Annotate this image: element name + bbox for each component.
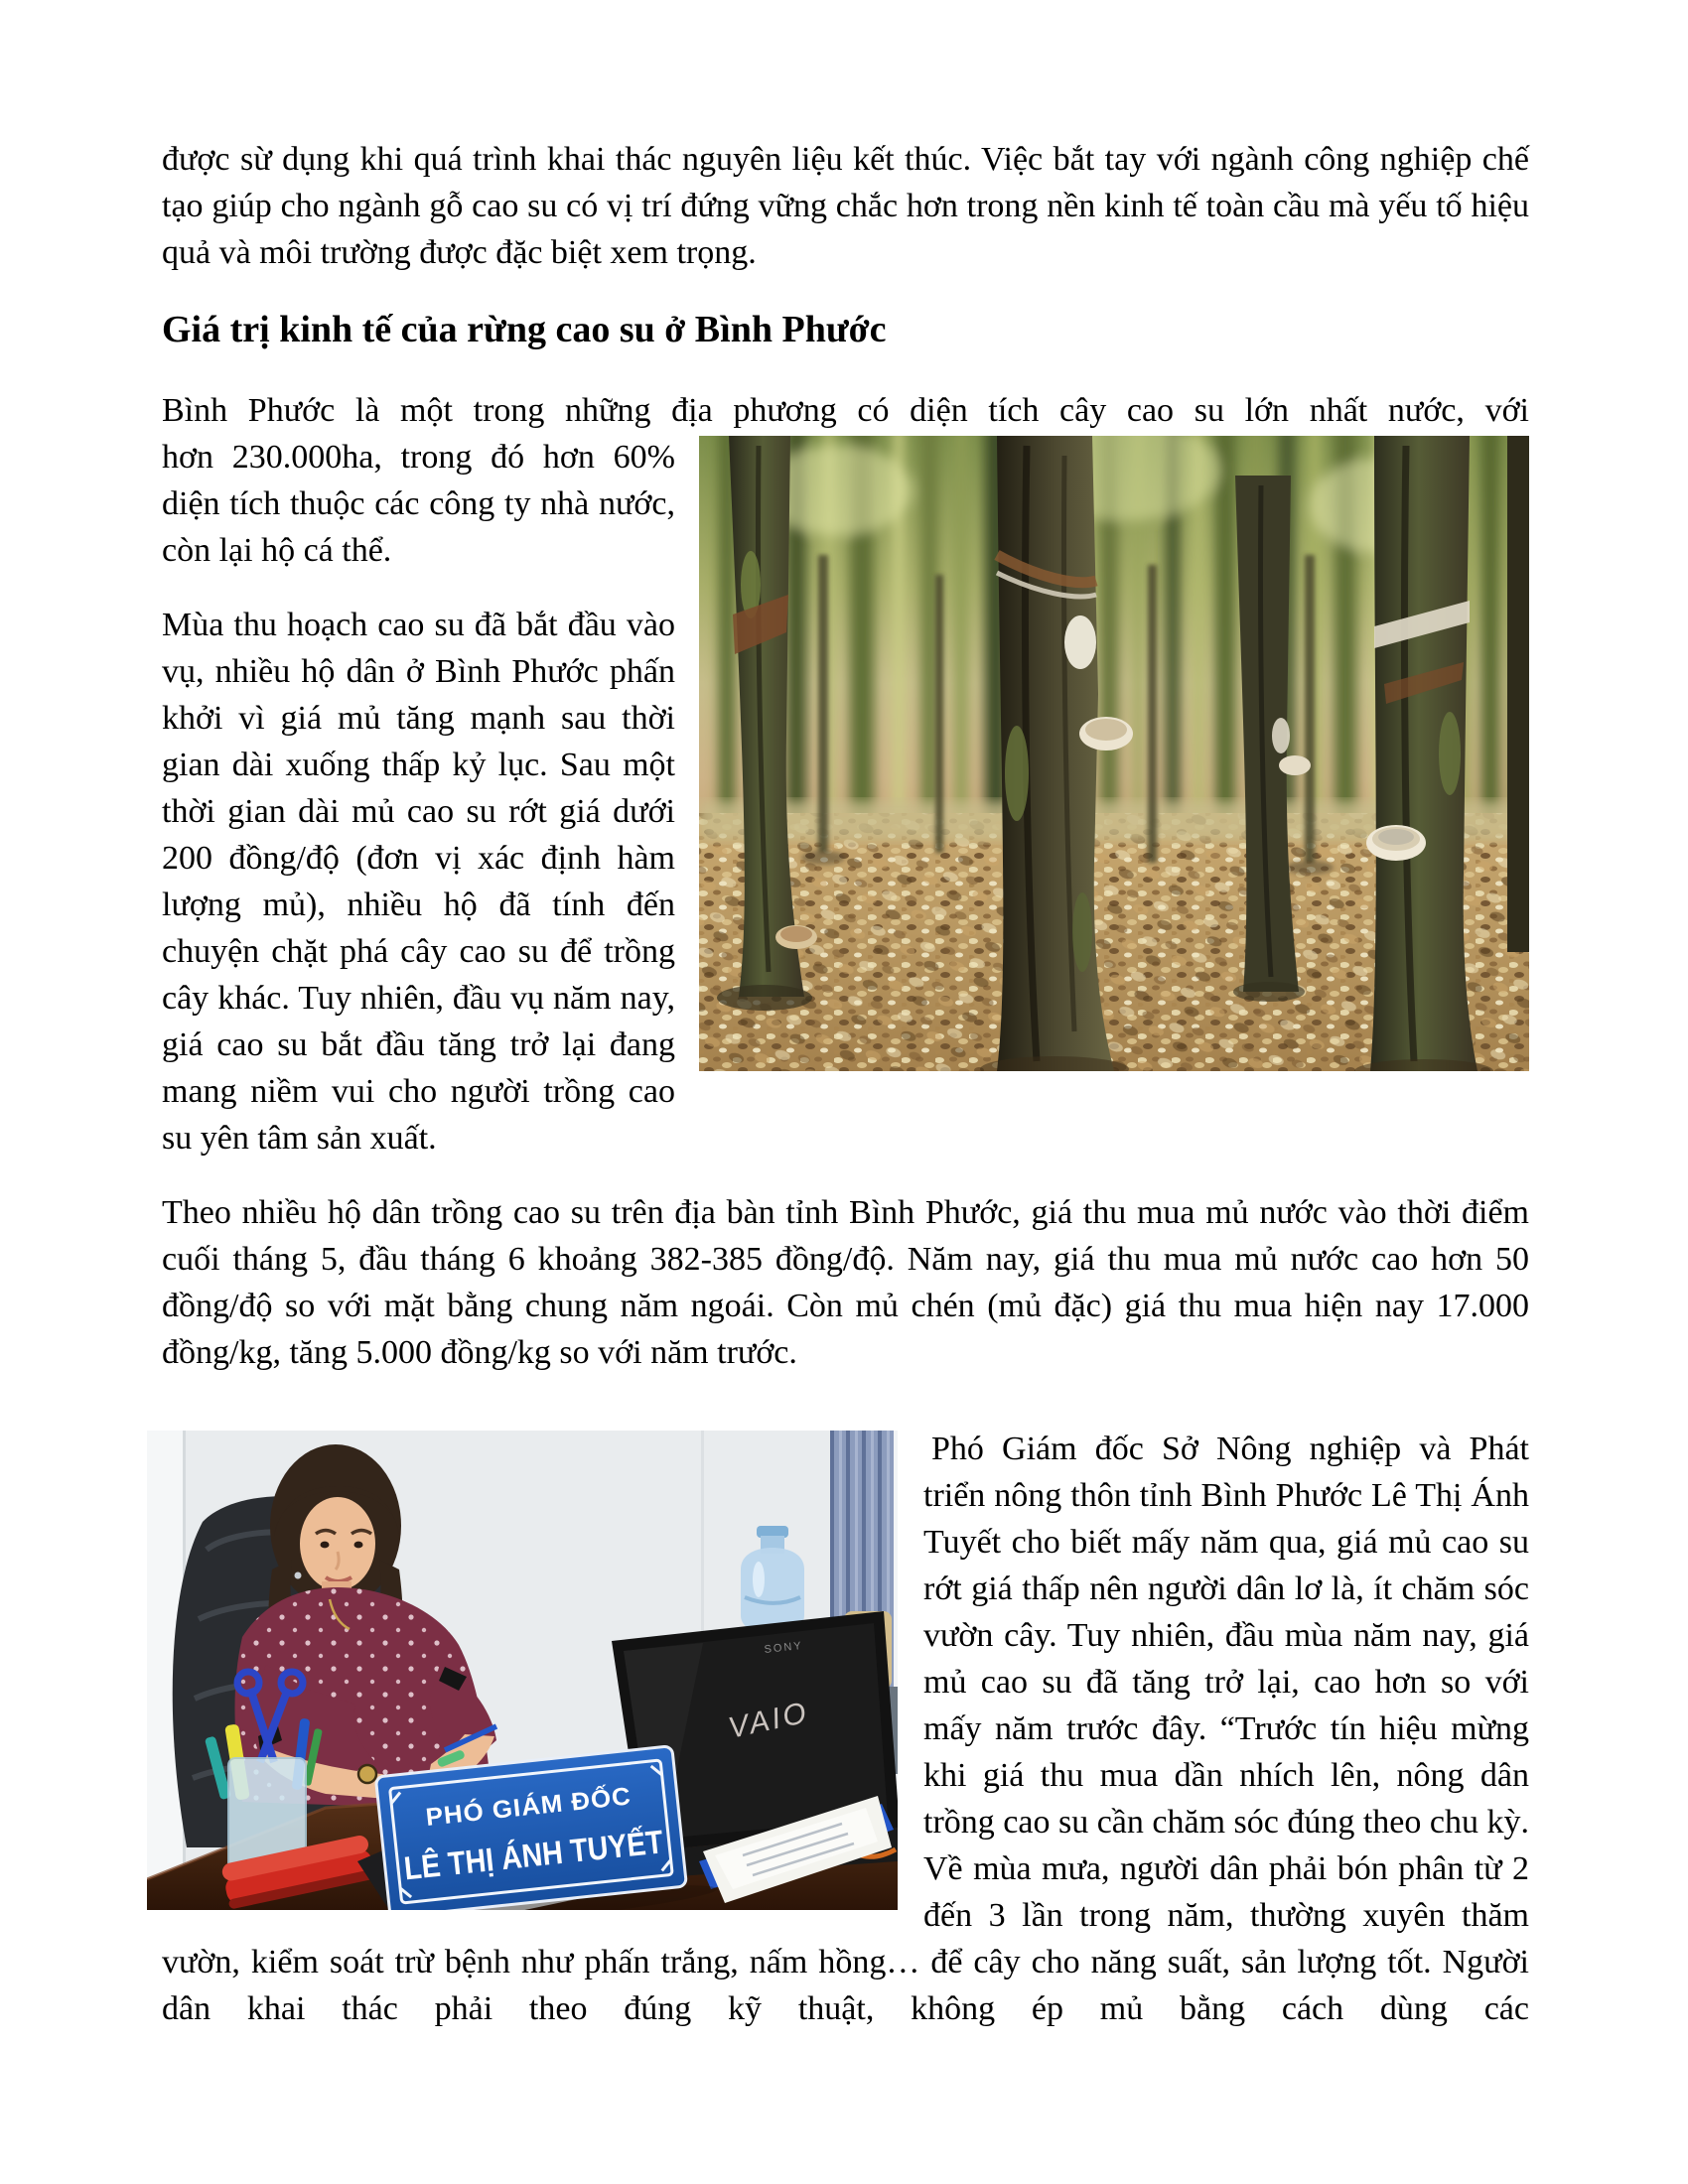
paragraph-area-lead: Bình Phước là một trong những địa phương có diện tích cây cao su lớn nhất nước, với [162, 392, 1529, 429]
section-official [162, 1426, 1529, 2032]
laptop-vaio-logo: VAIO [725, 1696, 812, 1745]
section-plantation [162, 434, 1529, 1189]
earring [295, 1572, 302, 1579]
section-heading: Giá trị kinh tế của rừng cao su ở Bình Phước [162, 309, 887, 350]
paragraph-official: Phó Giám đốc Sở Nông nghiệp và Phát triển nông thôn tỉnh Bình Phước Lê Thị Ánh Tuyết cho biết mấy năm qua, giá mủ cao su rớt giá thấp nên người dân lơ là, ít chăm sóc vườn cây. Tuy nhiên, đầu mùa năm nay, giá mủ cao su đã tăng trở lại, cao hơn so với mấy năm trước đây. “Trước tín hiệu mừng khi giá thu mua dần nhích lên, nông dân trồng cao su cần chăm sóc đúng theo chu kỳ. Về mùa mưa, người dân phải bón phân từ 2 đến 3 lần trong năm, thường xuyên thăm vườn, kiểm soát trừ bệnh như phấn trắng, nấm hồng… để cây cho năng suất, sản lượng tốt. Người dân khai thác phải theo đúng kỹ thuật, không ép mủ bằng cách dùng các [162, 1431, 1529, 2027]
rubber-plantation-photo [699, 436, 1529, 1071]
paragraph-harvest: Mùa thu hoạch cao su đã bắt đầu vào vụ, nhiều hộ dân ở Bình Phước phấn khởi vì giá mủ tăng mạnh sau thời gian dài xuống thấp kỷ lục. Sau một thời gian dài mủ cao su rớt giá dưới 200 đồng/độ (đơn vị xác định hàm lượng mủ), nhiều hộ đã tính đến chuyện chặt phá cây cao su để trồng cây khác. Tuy nhiên, đầu vụ năm nay, giá cao su bắt đầu tăng trở lại đang mang niềm vui cho người trồng cao su yên tâm sản xuất. [162, 607, 675, 1157]
paragraph-price: Theo nhiều hộ dân trồng cao su trên địa bàn tỉnh Bình Phước, giá thu mua mủ nước vào thời điểm cuối tháng 5, đầu tháng 6 khoảng 382-385 đồng/độ. Năm nay, giá thu mua mủ nước cao hơn 50 đồng/độ so với mặt bằng chung năm ngoái. Còn mủ chén (mủ đặc) giá thu mua hiện nay 17.000 đồng/kg, tăng 5.000 đồng/kg so với năm trước. [162, 1194, 1529, 1371]
laptop-sony-logo: SONY [764, 1639, 804, 1656]
face [300, 1497, 375, 1590]
foreground-trunk-edge [1507, 436, 1529, 952]
official-at-desk-photo [147, 1431, 898, 1910]
paragraph-area-rest: hơn 230.000ha, trong đó hơn 60% diện tích thuộc các công ty nhà nước, còn lại hộ cá thể. [162, 439, 675, 569]
paragraph-intro: được sừ dụng khi quá trình khai thác nguyên liệu kết thúc. Việc bắt tay với ngành công nghiệp chế tạo giúp cho ngành gỗ cao su có vị trí đứng vững chắc hơn trong nền kinh tế toàn cầu mà yếu tố hiệu quả và môi trường được đặc biệt xem trọng. [162, 141, 1529, 271]
eye-right [354, 1542, 363, 1549]
nameplate-name: LÊ THỊ ÁNH TUYẾT [402, 1819, 705, 1887]
eye-left [321, 1542, 330, 1549]
nameplate-title: PHÓ GIÁM ĐỐC [424, 1783, 627, 1832]
watch [358, 1765, 376, 1783]
